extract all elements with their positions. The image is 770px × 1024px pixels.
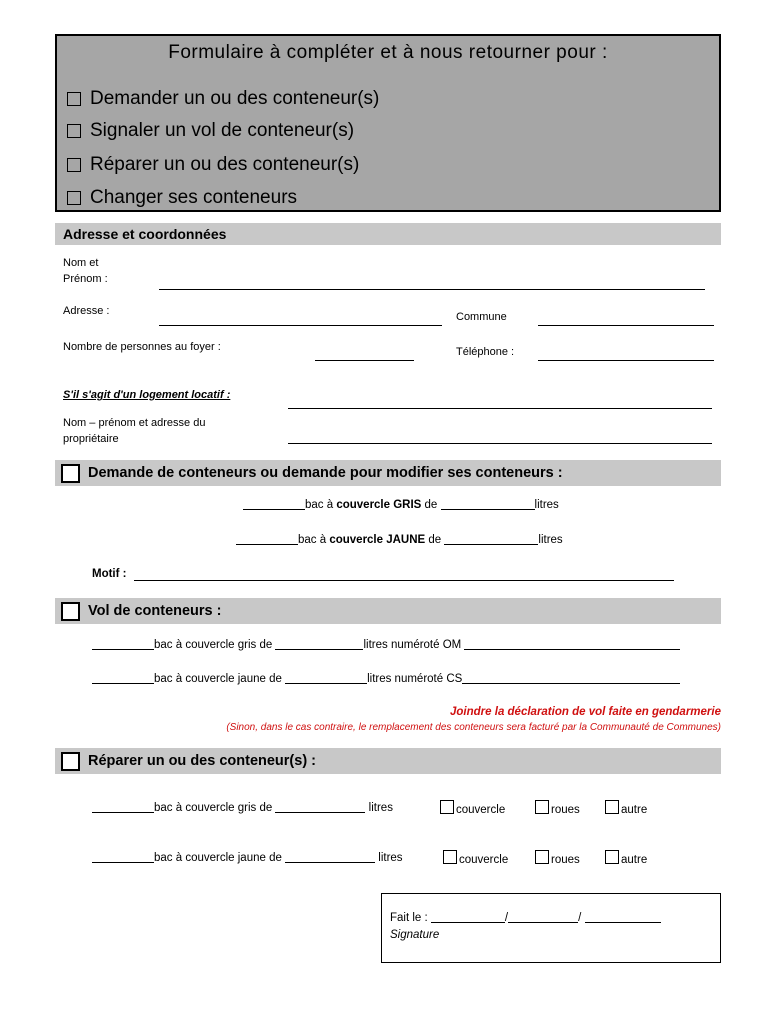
text: roues bbox=[551, 854, 580, 866]
numero-cs-field[interactable] bbox=[462, 683, 680, 684]
option-reparer[interactable] bbox=[67, 154, 359, 176]
litres-field[interactable] bbox=[441, 509, 535, 510]
prenom-label: Prénom : bbox=[63, 273, 108, 285]
option-label: Réparer un ou des conteneur(s) bbox=[90, 154, 360, 175]
text: bac à couvercle jaune de bbox=[154, 852, 282, 864]
option-signaler[interactable] bbox=[67, 120, 354, 142]
fait-le-line: Fait le : / / bbox=[390, 912, 661, 924]
fait-le-label: Fait le : bbox=[390, 912, 428, 924]
text: bac à couvercle gris de bbox=[154, 802, 273, 814]
checkbox-couvercle[interactable] bbox=[440, 800, 454, 814]
reparer-gris-options bbox=[440, 800, 505, 816]
checkbox-autre[interactable] bbox=[605, 800, 619, 814]
option-demander[interactable] bbox=[67, 88, 379, 110]
option-label: Signaler un vol de conteneur(s) bbox=[90, 120, 355, 141]
day-field[interactable] bbox=[431, 922, 505, 923]
text-bold: couvercle GRIS bbox=[336, 499, 422, 511]
numero-om-field[interactable] bbox=[464, 649, 680, 650]
proprietaire-field[interactable] bbox=[288, 443, 712, 444]
checkbox-icon[interactable] bbox=[61, 752, 80, 771]
reparer-jaune-roues bbox=[535, 850, 580, 866]
text: litres bbox=[534, 499, 559, 511]
year-field[interactable] bbox=[585, 922, 661, 923]
section-title: Réparer un ou des conteneur(s) : bbox=[88, 753, 317, 769]
text: litres bbox=[368, 802, 393, 814]
quantity-field[interactable] bbox=[236, 544, 298, 545]
litres-field[interactable] bbox=[285, 683, 367, 684]
section-title: Demande de conteneurs ou demande pour modifier ses conteneurs : bbox=[88, 465, 563, 481]
adresse-label: Adresse : bbox=[63, 305, 110, 317]
quantity-field[interactable] bbox=[92, 862, 154, 863]
text: roues bbox=[551, 804, 580, 816]
demande-gris-line bbox=[243, 499, 559, 511]
text: bac à bbox=[305, 499, 337, 511]
text: litres bbox=[378, 852, 403, 864]
telephone-field[interactable] bbox=[538, 360, 714, 361]
vol-jaune-line bbox=[92, 673, 680, 685]
signature-box[interactable] bbox=[381, 893, 721, 963]
text: bac à bbox=[298, 534, 330, 546]
checkbox-icon[interactable] bbox=[61, 602, 80, 621]
locatif-field[interactable] bbox=[288, 408, 712, 409]
section-vol bbox=[55, 598, 721, 624]
litres-field[interactable] bbox=[285, 862, 375, 863]
checkbox-icon[interactable] bbox=[67, 158, 81, 172]
option-label: Changer ses conteneurs bbox=[90, 187, 298, 208]
month-field[interactable] bbox=[508, 922, 578, 923]
motif-label: Motif : bbox=[92, 568, 127, 580]
option-label: Demander un ou des conteneur(s) bbox=[90, 88, 380, 109]
quantity-field[interactable] bbox=[92, 812, 154, 813]
commune-field[interactable] bbox=[538, 325, 714, 326]
checkbox-icon[interactable] bbox=[67, 92, 81, 106]
proprietaire-label-1: Nom – prénom et adresse du bbox=[63, 417, 206, 429]
reparer-gris-autre bbox=[605, 800, 647, 816]
text: autre bbox=[621, 804, 648, 816]
nom-label: Nom et bbox=[63, 257, 99, 269]
demande-jaune-line bbox=[236, 534, 563, 546]
motif-field[interactable] bbox=[134, 580, 674, 581]
text: litres numéroté OM bbox=[363, 639, 462, 651]
section-reparer bbox=[55, 748, 721, 774]
vol-note-italic: (Sinon, dans le cas contraire, le remplacement des conteneurs sera facturé par la Communauté de Communes) bbox=[226, 722, 721, 733]
proprietaire-label-2: propriétaire bbox=[63, 433, 119, 445]
option-changer[interactable] bbox=[67, 187, 297, 209]
signature-label: Signature bbox=[390, 929, 440, 941]
reparer-jaune-autre bbox=[605, 850, 647, 866]
form-title: Formulaire à compléter et à nous retourner pour : bbox=[168, 42, 608, 63]
quantity-field[interactable] bbox=[92, 649, 154, 650]
text: couvercle bbox=[459, 854, 509, 866]
vol-note-bold: Joindre la déclaration de vol faite en gendarmerie bbox=[450, 706, 721, 718]
checkbox-icon[interactable] bbox=[67, 124, 81, 138]
checkbox-icon[interactable] bbox=[61, 464, 80, 483]
adresse-field[interactable] bbox=[159, 325, 442, 326]
text-bold: couvercle JAUNE bbox=[329, 534, 426, 546]
text: bac à couvercle gris de bbox=[154, 639, 273, 651]
section-demande bbox=[55, 460, 721, 486]
quantity-field[interactable] bbox=[243, 509, 305, 510]
litres-field[interactable] bbox=[275, 649, 363, 650]
text: de bbox=[421, 499, 441, 511]
checkbox-couvercle[interactable] bbox=[443, 850, 457, 864]
checkbox-roues[interactable] bbox=[535, 850, 549, 864]
text: de bbox=[425, 534, 445, 546]
text: couvercle bbox=[456, 804, 506, 816]
vol-gris-line bbox=[92, 639, 680, 651]
litres-field[interactable] bbox=[275, 812, 365, 813]
reparer-gris-line bbox=[92, 802, 393, 814]
text: bac à couvercle jaune de bbox=[154, 673, 282, 685]
reparer-gris-roues bbox=[535, 800, 580, 816]
checkbox-roues[interactable] bbox=[535, 800, 549, 814]
reparer-jaune-line bbox=[92, 852, 403, 864]
litres-field[interactable] bbox=[444, 544, 538, 545]
text: autre bbox=[621, 854, 648, 866]
commune-label: Commune bbox=[456, 311, 507, 323]
section-adresse bbox=[55, 223, 721, 245]
personnes-label: Nombre de personnes au foyer : bbox=[63, 341, 221, 353]
locatif-label: S'il s'agit d'un logement locatif : bbox=[63, 389, 231, 401]
quantity-field[interactable] bbox=[92, 683, 154, 684]
reparer-jaune-options bbox=[443, 850, 508, 866]
telephone-label: Téléphone : bbox=[456, 346, 515, 358]
personnes-field[interactable] bbox=[315, 360, 414, 361]
section-title: Adresse et coordonnées bbox=[63, 226, 227, 242]
nom-field[interactable] bbox=[159, 289, 705, 290]
checkbox-icon[interactable] bbox=[67, 191, 81, 205]
checkbox-autre[interactable] bbox=[605, 850, 619, 864]
section-title: Vol de conteneurs : bbox=[88, 603, 222, 619]
text: litres numéroté CS bbox=[367, 673, 463, 685]
text: litres bbox=[538, 534, 563, 546]
header-box bbox=[55, 34, 721, 212]
